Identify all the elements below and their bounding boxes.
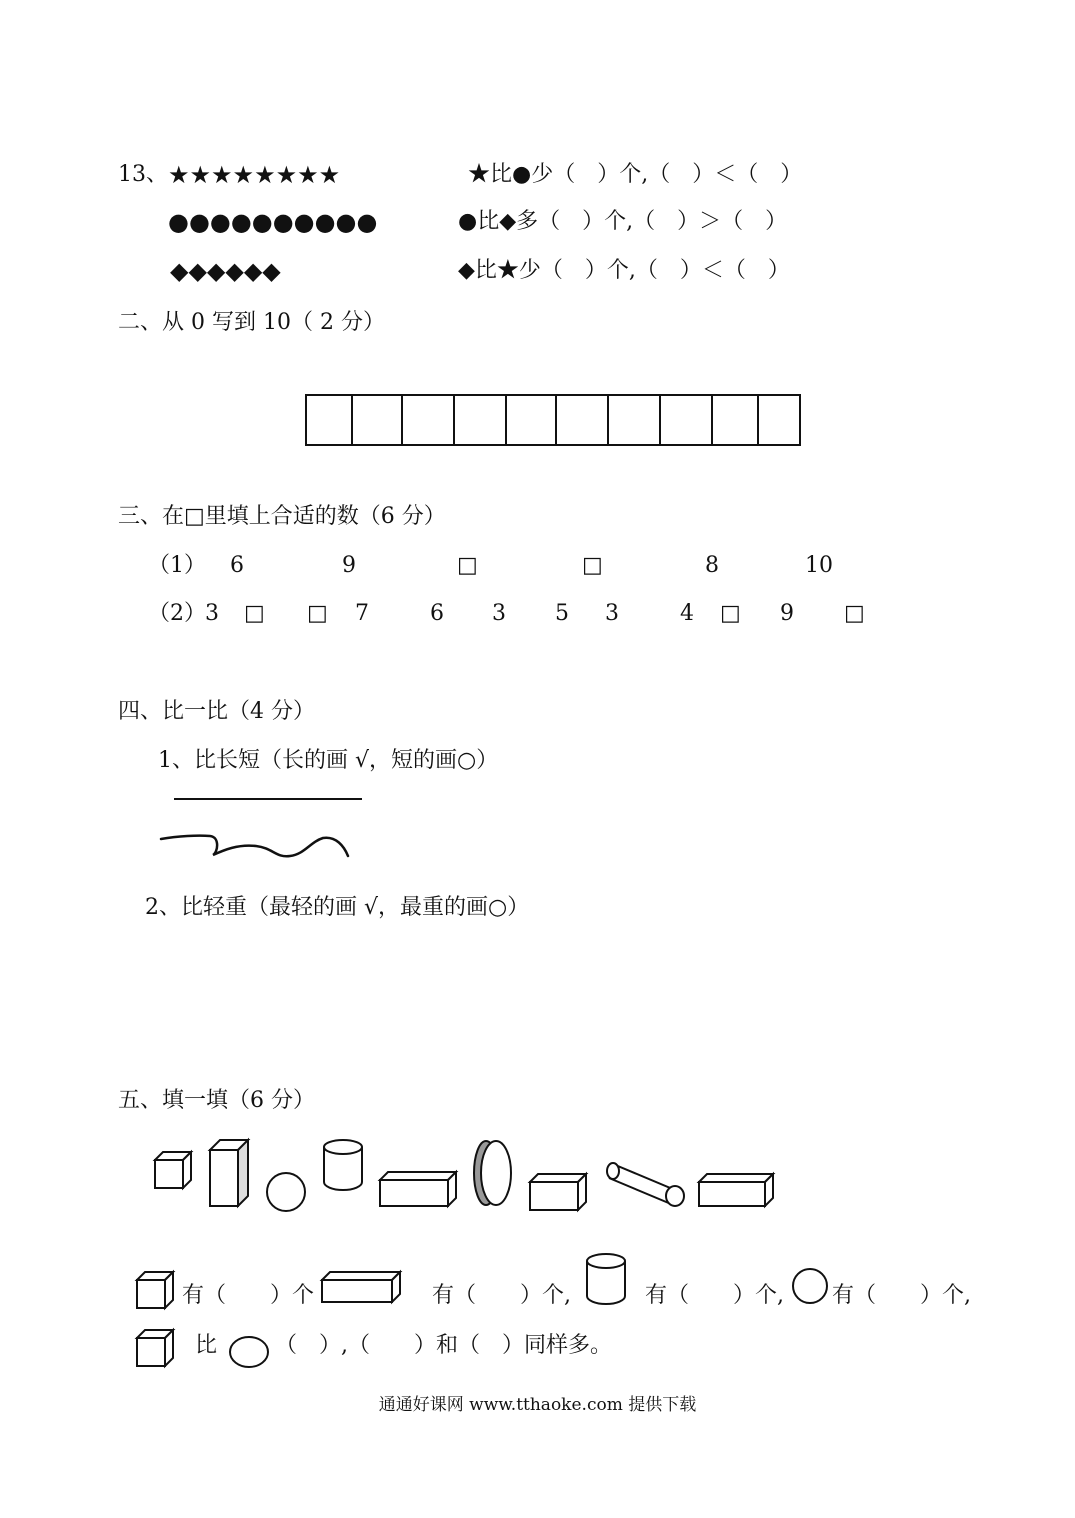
wavy-line bbox=[158, 822, 358, 867]
sec3-row2-blank[interactable]: □ bbox=[844, 601, 865, 626]
grid-cell[interactable] bbox=[507, 396, 557, 444]
grid-cell[interactable] bbox=[403, 396, 455, 444]
sec5-title: 五、填一填（6 分） bbox=[118, 1088, 315, 1113]
dot-row: ●●●●●●●●●● bbox=[168, 208, 378, 236]
sec3-row2-label: （2） bbox=[148, 601, 206, 626]
count-cuboid-text[interactable]: 有（ ）个, bbox=[432, 1283, 571, 1308]
sec3-row1-item: 10 bbox=[805, 553, 833, 578]
grid-cell[interactable] bbox=[353, 396, 403, 444]
grid-cell[interactable] bbox=[455, 396, 507, 444]
compare-rest-text[interactable]: （ ）,（ ）和（ ）同样多。 bbox=[275, 1333, 612, 1358]
grid-cell[interactable] bbox=[713, 396, 759, 444]
sphere-icon bbox=[790, 1268, 830, 1308]
sphere-icon bbox=[265, 1170, 309, 1214]
sec4-sub2: 2、比轻重（最轻的画 √，最重的画○） bbox=[145, 895, 530, 920]
sec4-title: 四、比一比（4 分） bbox=[118, 699, 315, 724]
grid-cell[interactable] bbox=[661, 396, 713, 444]
cuboid-icon bbox=[320, 1270, 402, 1306]
sec3-row1-item: 9 bbox=[342, 553, 356, 578]
lying-cylinder-icon bbox=[605, 1158, 689, 1206]
sec3-row2-item: 7 bbox=[355, 601, 369, 626]
cuboid-icon bbox=[697, 1172, 777, 1210]
flat-cuboid-icon bbox=[378, 1170, 460, 1210]
grid-cell[interactable] bbox=[307, 396, 353, 444]
sec3-row1-item: 6 bbox=[230, 553, 244, 578]
sec3-title: 三、在□里填上合适的数（6 分） bbox=[118, 504, 446, 529]
grid-cell[interactable] bbox=[557, 396, 609, 444]
straight-line bbox=[170, 790, 370, 810]
footer-text: 通通好课网 www.tthaoke.com 提供下载 bbox=[378, 1395, 697, 1415]
diamond-row: ◆◆◆◆◆◆ bbox=[170, 257, 281, 285]
sec4-sub1: 1、比长短（长的画 √，短的画○） bbox=[158, 748, 499, 773]
number-writing-grid bbox=[305, 394, 801, 446]
sec3-row2-blank[interactable]: □ bbox=[244, 601, 265, 626]
cylinder-icon bbox=[585, 1252, 629, 1308]
grid-cell[interactable] bbox=[609, 396, 661, 444]
ellipse-icon bbox=[228, 1334, 272, 1370]
sec3-row2-item: 4 bbox=[680, 601, 694, 626]
sec3-row1-blank[interactable]: □ bbox=[582, 553, 603, 578]
count-cylinder-text[interactable]: 有（ ）个, bbox=[645, 1283, 784, 1308]
sec3-row2-item: 6 bbox=[430, 601, 444, 626]
disc-cylinder-icon bbox=[470, 1138, 516, 1208]
small-cuboid-icon bbox=[528, 1172, 588, 1214]
grid-cell[interactable] bbox=[759, 396, 799, 444]
sec3-row2-item: 3 bbox=[605, 601, 619, 626]
sec3-row2-blank[interactable]: □ bbox=[720, 601, 741, 626]
q13-line2: ●比◆多（ ）个,（ ）＞（ ） bbox=[458, 209, 788, 234]
sec3-row2-item: 3 bbox=[205, 601, 219, 626]
compare-bi-text: 比 bbox=[195, 1333, 218, 1358]
cube-icon bbox=[135, 1328, 177, 1370]
sec3-row2-blank[interactable]: □ bbox=[307, 601, 328, 626]
count-cube-text[interactable]: 有（ ）个 bbox=[182, 1283, 315, 1308]
q13-line1: ★比●少（ ）个,（ ）＜（ ） bbox=[468, 162, 803, 187]
sec3-row2-item: 5 bbox=[555, 601, 569, 626]
sec2-title: 二、从 0 写到 10（ 2 分） bbox=[118, 310, 385, 335]
q13-line3: ◆比★少（ ）个,（ ）＜（ ） bbox=[458, 258, 790, 283]
sec3-row1-item: 8 bbox=[705, 553, 719, 578]
tall-cuboid-icon bbox=[208, 1138, 254, 1210]
count-sphere-text[interactable]: 有（ ）个, bbox=[832, 1283, 971, 1308]
cube-icon bbox=[135, 1270, 177, 1312]
sec3-row1-blank[interactable]: □ bbox=[457, 553, 478, 578]
sec3-row2-item: 9 bbox=[780, 601, 794, 626]
cube-icon bbox=[153, 1150, 195, 1192]
star-row: ★★★★★★★★ bbox=[168, 161, 341, 189]
sec3-row1-label: （1） bbox=[148, 553, 206, 578]
cylinder-icon bbox=[322, 1138, 366, 1194]
sec3-row2-item: 3 bbox=[492, 601, 506, 626]
q13-number: 13、 bbox=[118, 162, 168, 187]
